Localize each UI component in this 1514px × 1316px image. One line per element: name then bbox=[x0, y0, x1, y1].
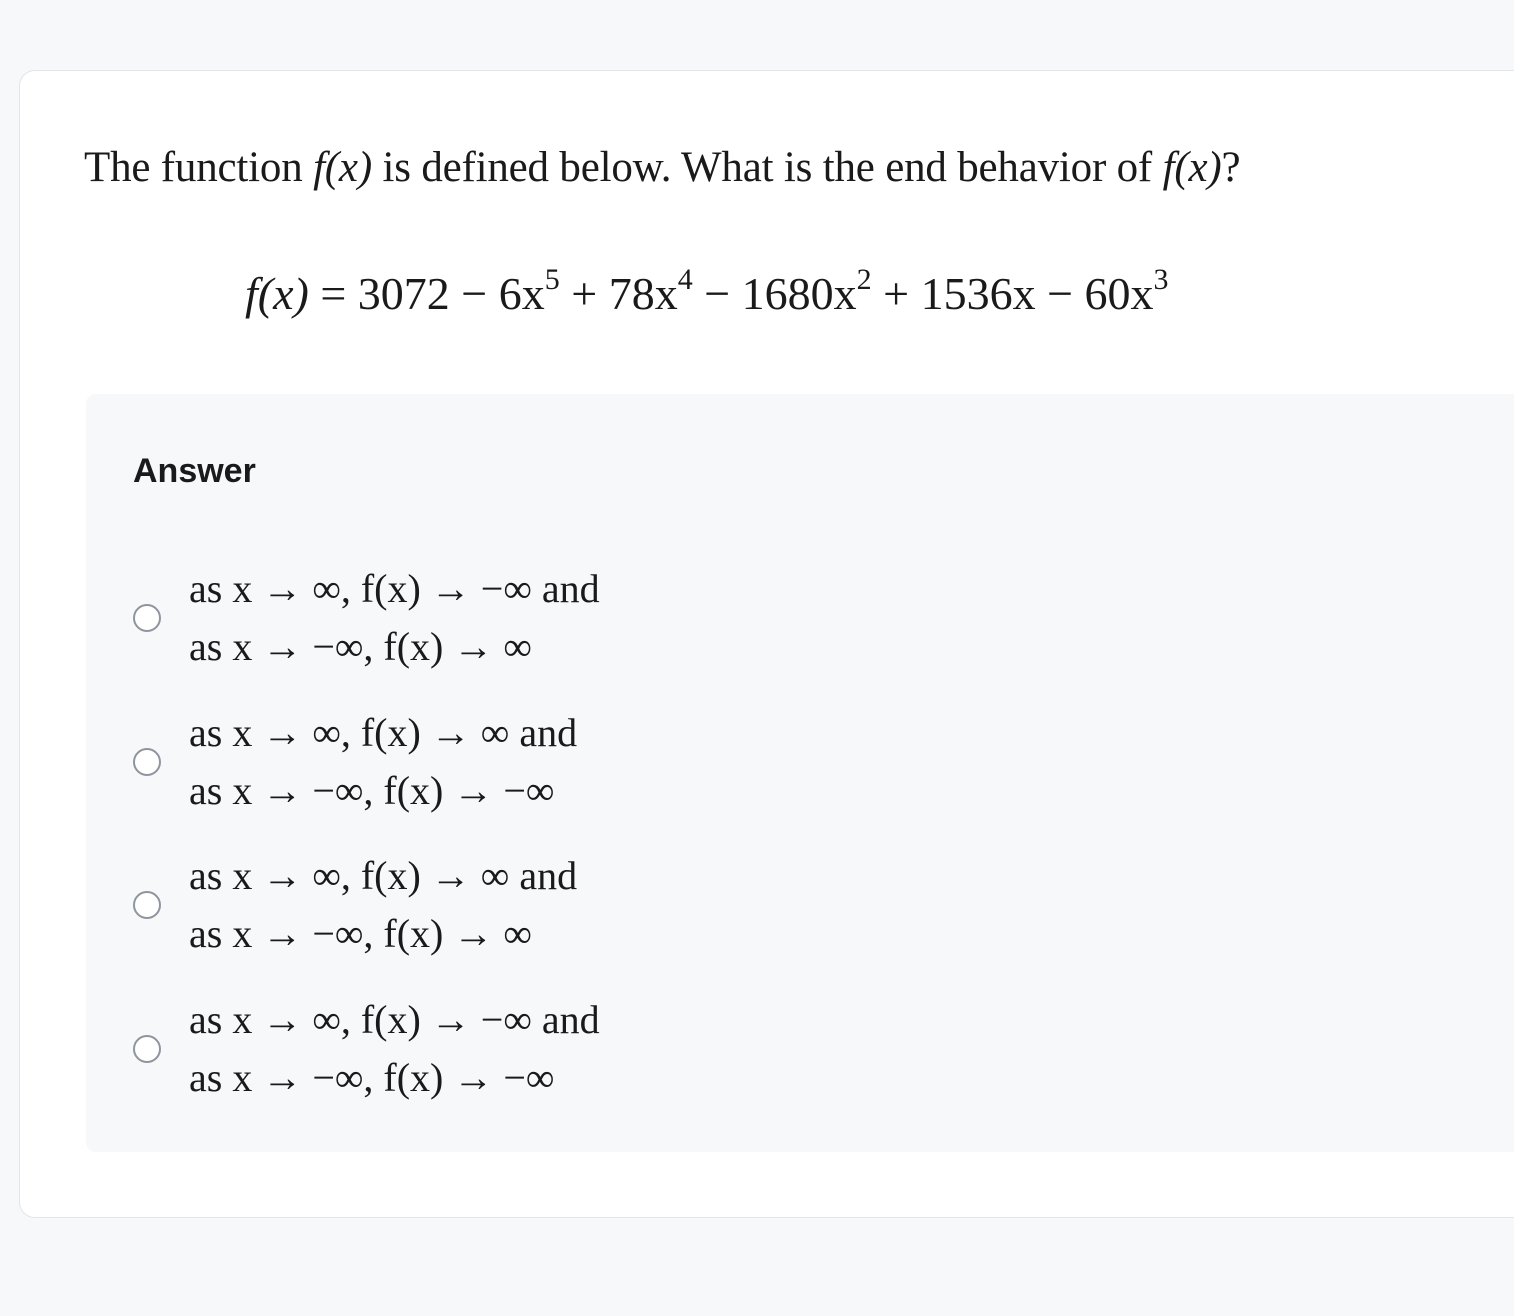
question-suffix: ? bbox=[1221, 144, 1241, 191]
equation-term-4: + 1536x − 60x bbox=[871, 268, 1154, 319]
answer-option-1[interactable] bbox=[133, 560, 1033, 680]
equation-term-3: − 1680x bbox=[692, 268, 857, 319]
option-2-line-2: as x → −∞, f(x) → −∞ bbox=[189, 768, 555, 813]
answer-label: Answer bbox=[133, 452, 256, 490]
radio-button-option-3[interactable] bbox=[133, 891, 161, 919]
radio-button-option-2[interactable] bbox=[133, 748, 161, 776]
equation-exponent-1: 5 bbox=[544, 262, 560, 296]
function-equation bbox=[245, 262, 1169, 326]
option-4-line-2: as x → −∞, f(x) → −∞ bbox=[189, 1055, 555, 1100]
option-2-line-1: as x → ∞, f(x) → ∞ and bbox=[189, 710, 578, 755]
option-4-line-1: as x → ∞, f(x) → −∞ and bbox=[189, 997, 600, 1042]
answer-option-3[interactable] bbox=[133, 847, 1033, 967]
question-function-symbol: f(x) bbox=[313, 144, 372, 191]
question-prefix: The function bbox=[84, 144, 314, 191]
option-1-line-1: as x → ∞, f(x) → −∞ and bbox=[189, 566, 600, 611]
option-3-line-1: as x → ∞, f(x) → ∞ and bbox=[189, 853, 578, 898]
option-1-line-2: as x → −∞, f(x) → ∞ bbox=[189, 624, 532, 669]
equation-term-1: 3072 − 6x bbox=[357, 268, 545, 319]
equation-term-2: + 78x bbox=[559, 268, 678, 319]
question-middle: is defined below. What is the end behavior of bbox=[371, 144, 1163, 191]
radio-button-option-4[interactable] bbox=[133, 1035, 161, 1063]
equation-exponent-2: 4 bbox=[677, 262, 693, 296]
answer-option-2[interactable] bbox=[133, 704, 1033, 824]
radio-button-option-1[interactable] bbox=[133, 604, 161, 632]
equation-lhs: f(x) bbox=[245, 268, 309, 319]
question-text bbox=[84, 138, 1240, 198]
equation-equals: = bbox=[308, 268, 358, 319]
question-function-symbol-2: f(x) bbox=[1162, 144, 1222, 191]
answer-option-4[interactable] bbox=[133, 991, 1033, 1111]
option-3-line-2: as x → −∞, f(x) → ∞ bbox=[189, 911, 532, 956]
equation-exponent-4: 3 bbox=[1153, 262, 1169, 296]
equation-exponent-3: 2 bbox=[856, 262, 872, 296]
